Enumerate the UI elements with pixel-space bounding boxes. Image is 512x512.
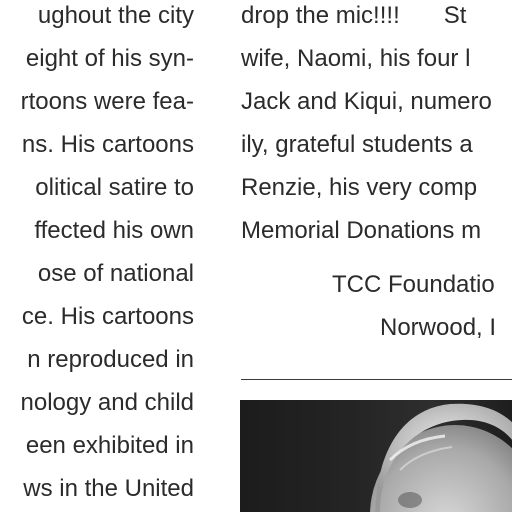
right-line-1-tail: St	[443, 2, 467, 29]
left-line-2: eight of his syn-	[25, 45, 194, 72]
right-line-5: Renzie, his very comp	[241, 174, 478, 201]
left-line-10: nology and child	[20, 389, 194, 416]
right-line-6: Memorial Donations m	[241, 217, 482, 244]
left-line-5: olitical satire to	[35, 174, 194, 201]
left-line-6: ffected his own	[34, 217, 194, 244]
left-line-8: ce. His cartoons	[21, 303, 194, 330]
portrait-photo-graphic	[240, 400, 512, 512]
right-line-4: ily, grateful students a	[241, 131, 473, 158]
left-line-1: ughout the city	[37, 2, 194, 29]
portrait-photo	[240, 400, 512, 512]
right-line-3: Jack and Kiqui, numero	[241, 88, 492, 115]
address-line-1: TCC Foundatio	[332, 271, 495, 298]
right-line-1-text: drop the mic!!!!	[241, 2, 400, 29]
horizontal-rule	[241, 379, 512, 380]
left-text-column	[0, 0, 194, 512]
right-line-1	[241, 4, 466, 28]
left-line-12: ws in the United	[23, 475, 194, 502]
left-line-7: ose of national	[37, 260, 194, 287]
left-line-11: een exhibited in	[25, 432, 194, 459]
address-line-2: Norwood, I	[380, 314, 497, 341]
left-line-9: n reproduced in	[27, 346, 194, 373]
right-line-2: wife, Naomi, his four l	[241, 45, 471, 72]
left-line-3: rtoons were fea-	[20, 88, 194, 115]
left-line-4: ns. His cartoons	[21, 131, 194, 158]
